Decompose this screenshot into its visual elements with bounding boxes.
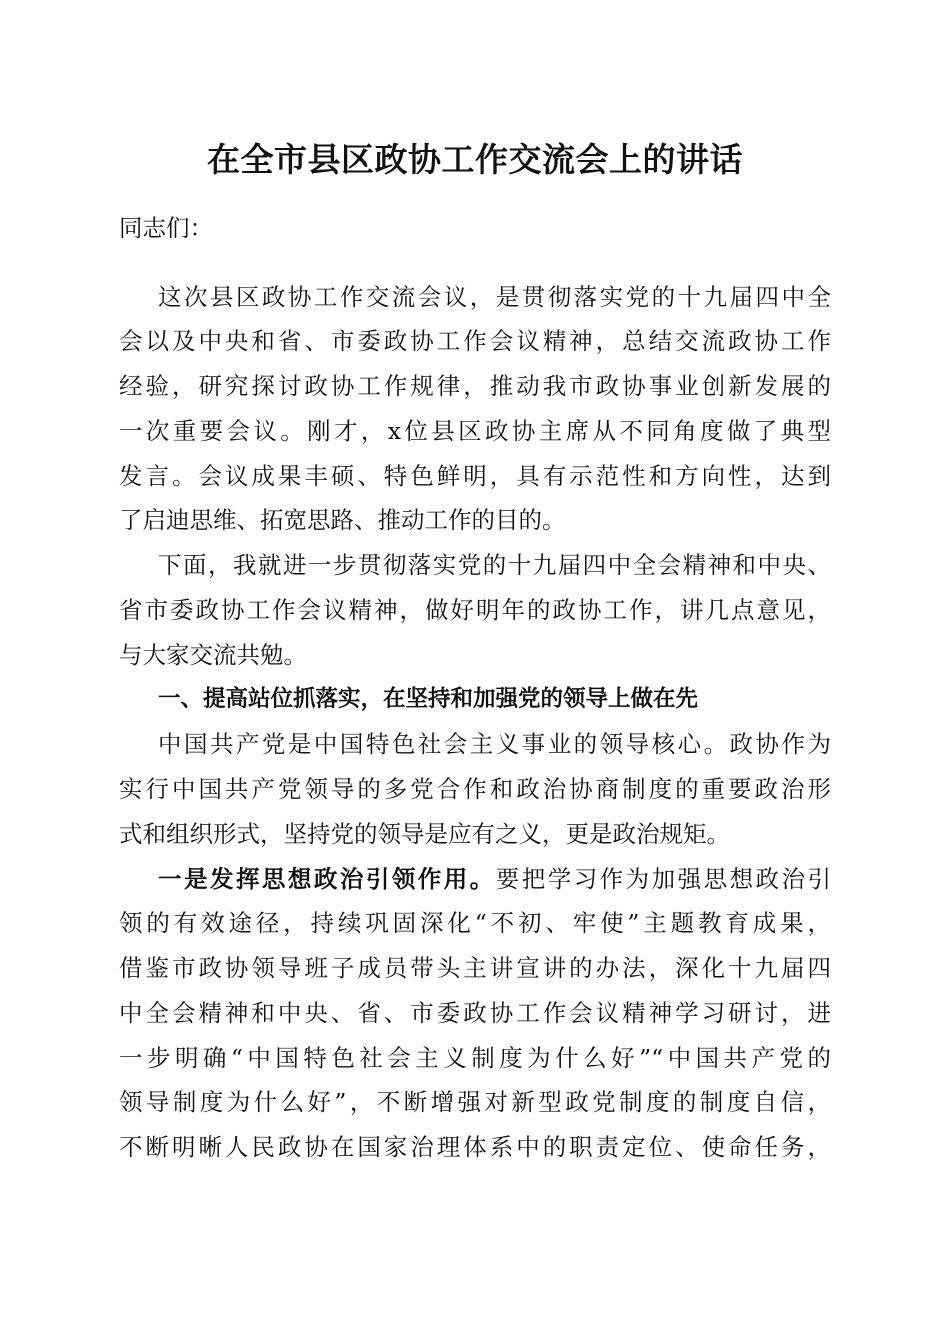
paragraph-lead: 一是发挥思想政治引领作用。: [158, 865, 496, 893]
salutation: 同志们：: [119, 214, 213, 242]
paragraph-line: 发言。会议成果丰硕、特色鲜明，具有示范性和方向性，达到: [119, 462, 831, 490]
paragraph-text: 要把学习作为加强思想政治引: [495, 865, 832, 893]
paragraph-line: 借鉴市政协领导班子成员带头主讲宣讲的办法，深化十九届四: [119, 954, 831, 982]
paragraph-line: 省市委政协工作会议精神，做好明年的政协工作，讲几点意见，: [119, 596, 831, 624]
paragraph-line: 一步明确“中国特色社会主义制度为什么好”“中国共产党的: [119, 1044, 831, 1072]
paragraph-line: 与大家交流共勉。: [119, 641, 307, 669]
paragraph-line: [158, 857, 831, 901]
paragraph-line: 中国共产党是中国特色社会主义事业的领导核心。政协作为: [158, 730, 831, 758]
paragraph-line: 会以及中央和省、市委政协工作会议精神，总结交流政协工作: [119, 327, 831, 355]
section-heading: 一、提高站位抓落实，在坚持和加强党的领导上做在先: [158, 686, 699, 712]
document-title: 在全市县区政协工作交流会上的讲话: [207, 140, 743, 179]
paragraph-line: 领的有效途径，持续巩固深化“不初、牢使”主题教育成果，: [119, 909, 831, 937]
paragraph-line: 一次重要会议。刚才，x位县区政协主席从不同角度做了典型: [119, 417, 831, 445]
paragraph-line: 这次县区政协工作交流会议，是贯彻落实党的十九届四中全: [158, 283, 831, 311]
paragraph-line: 不断明晰人民政协在国家治理体系中的职责定位、使命任务，: [119, 1133, 831, 1161]
paragraph-line: 下面，我就进一步贯彻落实党的十九届四中全会精神和中央、: [158, 551, 831, 579]
paragraph-line: 实行中国共产党领导的多党合作和政治协商制度的重要政治形: [119, 775, 831, 803]
paragraph-line: 了启迪思维、拓宽思路、推动工作的目的。: [119, 506, 566, 534]
paragraph-line: 式和组织形式，坚持党的领导是应有之义，更是政治规矩。: [119, 820, 730, 848]
paragraph-line: 中全会精神和中央、省、市委政协工作会议精神学习研讨，进: [119, 999, 831, 1027]
paragraph-line: 经验，研究探讨政协工作规律，推动我市政协事业创新发展的: [119, 372, 831, 400]
paragraph-line: 领导制度为什么好”，不断增强对新型政党制度的制度自信，: [119, 1088, 831, 1116]
